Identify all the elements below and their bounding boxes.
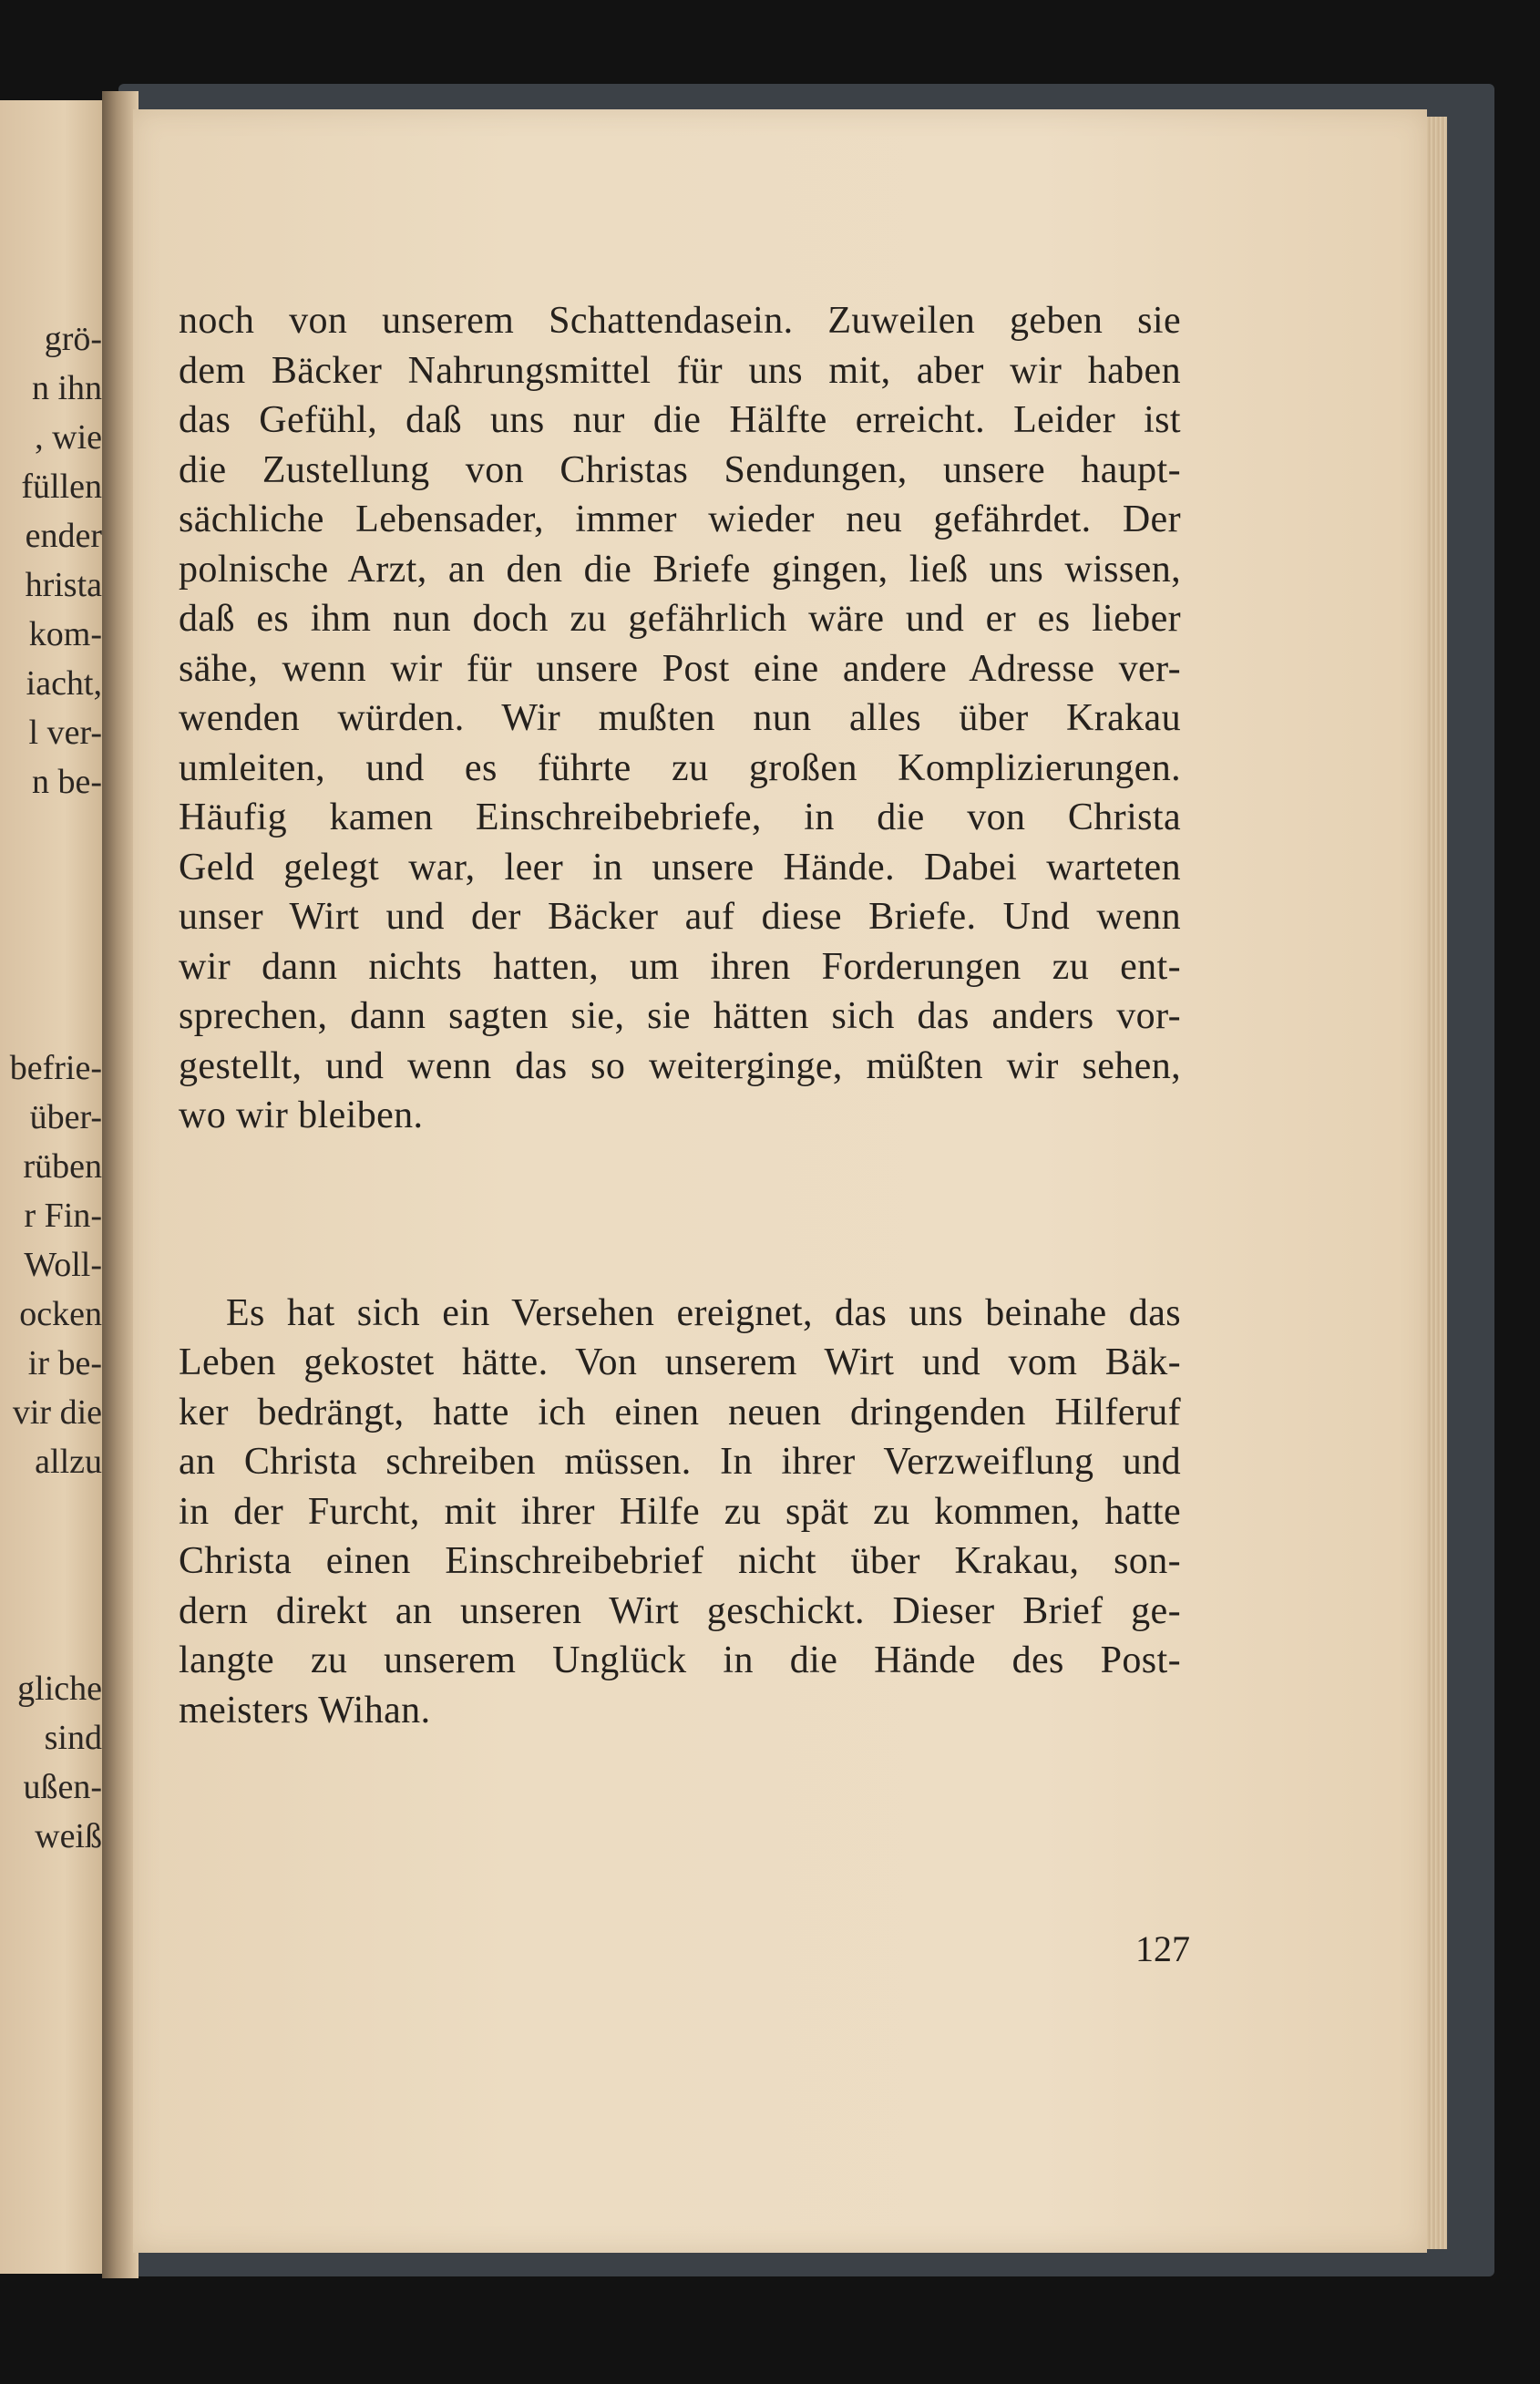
page-body-text bbox=[179, 296, 1181, 1735]
left-fragment: weiß bbox=[35, 1817, 102, 1855]
text-line: das Gefühl, daß uns nur die Hälfte erreicht. Leider ist bbox=[179, 399, 1181, 441]
page-edges bbox=[1427, 117, 1447, 2249]
text-line: die Zustellung von Christas Sendungen, unsere haupt- bbox=[179, 448, 1181, 491]
text-line: wenden würden. Wir mußten nun alles über Krakau bbox=[179, 697, 1181, 739]
left-fragment: gliche bbox=[17, 1670, 102, 1708]
text-line: Leben gekostet hätte. Von unserem Wirt und vom Bäk- bbox=[179, 1341, 1181, 1383]
paragraph-1 bbox=[179, 296, 1181, 1141]
left-fragment: sind bbox=[44, 1719, 102, 1757]
left-fragment: befrie- bbox=[9, 1049, 102, 1087]
page-number: 127 bbox=[1135, 1928, 1190, 1969]
text-line: Geld gelegt war, leer in unsere Hände. Dabei warteten bbox=[179, 846, 1181, 889]
text-line: langte zu unserem Unglück in die Hände des Post- bbox=[179, 1639, 1181, 1681]
left-fragment: Woll- bbox=[24, 1246, 102, 1284]
text-line: umleiten, und es führte zu großen Komplizierungen. bbox=[179, 746, 1181, 789]
left-fragment: n be- bbox=[31, 763, 102, 801]
left-fragment: ocken bbox=[19, 1295, 102, 1333]
left-fragment: , wie bbox=[35, 418, 102, 457]
text-line: Es hat sich ein Versehen ereignet, das uns beinahe das bbox=[226, 1291, 1181, 1334]
text-line: sprechen, dann sagten sie, sie hätten sich das anders vor- bbox=[179, 995, 1181, 1037]
text-line: Christa einen Einschreibebrief nicht über Krakau, son- bbox=[179, 1540, 1181, 1582]
text-line: unser Wirt und der Bäcker auf diese Briefe. Und wenn bbox=[179, 896, 1181, 938]
left-fragment: ußen- bbox=[23, 1768, 102, 1806]
text-line: wo wir bleiben. bbox=[179, 1094, 424, 1136]
left-fragment: über- bbox=[29, 1098, 102, 1136]
text-line: gestellt, und wenn das so weiterginge, müßten wir sehen, bbox=[179, 1044, 1181, 1087]
left-fragment: iacht, bbox=[26, 664, 102, 703]
text-line: an Christa schreiben müssen. In ihrer Verzweiflung und bbox=[179, 1441, 1181, 1483]
text-line: polnische Arzt, an den die Briefe gingen, ließ uns wissen, bbox=[179, 548, 1181, 591]
left-fragment: ir be- bbox=[27, 1344, 102, 1382]
left-fragment: allzu bbox=[35, 1443, 102, 1481]
left-fragment: hrista bbox=[25, 566, 102, 604]
paragraph-2 bbox=[179, 1289, 1181, 1736]
text-line: sähe, wenn wir für unsere Post eine andere Adresse ver- bbox=[179, 647, 1181, 690]
left-page bbox=[0, 100, 108, 2274]
left-fragment: ender bbox=[25, 517, 102, 555]
text-line: wir dann nichts hatten, um ihren Forderungen zu ent- bbox=[179, 945, 1181, 988]
text-line: ker bedrängt, hatte ich einen neuen dringenden Hilferuf bbox=[179, 1391, 1181, 1433]
left-fragment: rüben bbox=[23, 1147, 102, 1186]
left-page-text-fragments bbox=[10, 314, 102, 1861]
left-fragment: kom- bbox=[28, 615, 102, 653]
left-fragment: vir die bbox=[12, 1393, 102, 1432]
text-line: dern direkt an unseren Wirt geschickt. Dieser Brief ge- bbox=[179, 1589, 1181, 1632]
left-fragment: grö- bbox=[44, 320, 102, 358]
left-fragment: n ihn bbox=[31, 369, 102, 407]
text-line: dem Bäcker Nahrungsmittel für uns mit, aber wir haben bbox=[179, 349, 1181, 392]
text-line: meisters Wihan. bbox=[179, 1689, 431, 1731]
text-line: in der Furcht, mit ihrer Hilfe zu spät zu kommen, hatte bbox=[179, 1490, 1181, 1533]
left-fragment: l ver- bbox=[28, 714, 102, 752]
text-line: sächliche Lebensader, immer wieder neu gefährdet. Der bbox=[179, 498, 1181, 540]
text-line: Häufig kamen Einschreibebriefe, in die von Christa bbox=[179, 796, 1181, 838]
left-fragment: füllen bbox=[21, 468, 102, 506]
text-line: noch von unserem Schattendasein. Zuweilen geben sie bbox=[179, 300, 1181, 342]
text-line: daß es ihm nun doch zu gefährlich wäre und er es lieber bbox=[179, 598, 1181, 640]
left-fragment: r Fin- bbox=[24, 1197, 102, 1235]
